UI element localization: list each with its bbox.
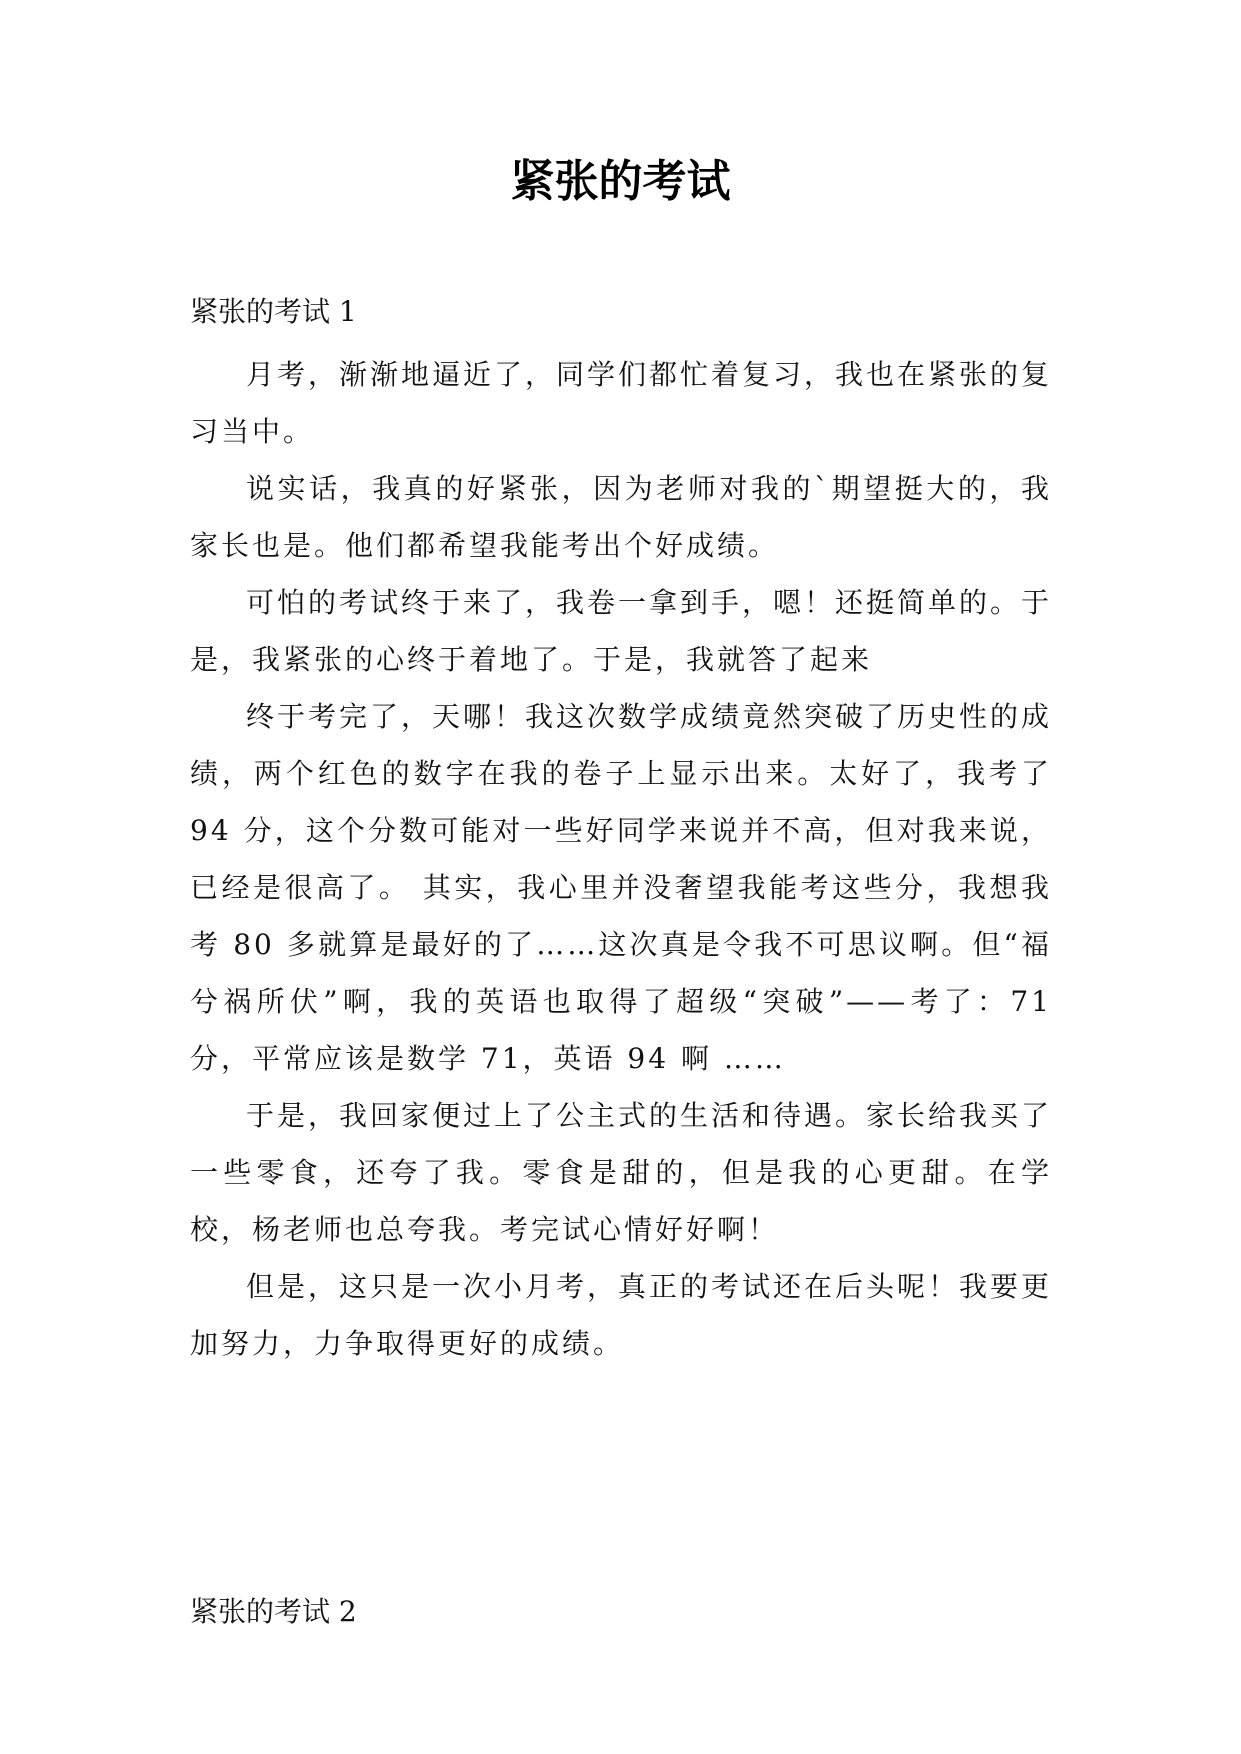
paragraph: 可怕的考试终于来了，我卷一拿到手，嗯！还挺简单的。于是，我紧张的心终于着地了。于是，我就答了起来 bbox=[190, 586, 1053, 676]
document-title: 紧张的考试 bbox=[510, 156, 731, 207]
section-2 bbox=[190, 1592, 1052, 1632]
section-1-heading: 紧张的考试 1 bbox=[190, 295, 357, 328]
paragraph: 于是，我回家便过上了公主式的生活和待遇。家长给我买了一些零食，还夸了我。零食是甜的，但是我的心更甜。在学校，杨老师也总夸我。考完试心情好好啊！ bbox=[190, 1099, 1053, 1246]
section-1-paragraphs bbox=[190, 346, 1052, 1372]
section-1 bbox=[190, 292, 1052, 1372]
paragraph: 月考，渐渐地逼近了，同学们都忙着复习，我也在紧张的复习当中。 bbox=[190, 358, 1053, 448]
paragraph: 说实话，我真的好紧张，因为老师对我的`期望挺大的，我家长也是。他们都希望我能考出个好成绩。 bbox=[190, 472, 1052, 562]
paragraph: 但是，这只是一次小月考，真正的考试还在后头呢！我要更加努力，力争取得更好的成绩。 bbox=[190, 1270, 1053, 1360]
section-2-heading: 紧张的考试 2 bbox=[190, 1595, 357, 1628]
paragraph: 终于考完了，天哪！我这次数学成绩竟然突破了历史性的成绩，两个红色的数字在我的卷子上显示出来。太好了，我考了 94 分，这个分数可能对一些好同学来说并不高，但对我来说，已经是很高了。 其实，我心里并没奢望我能考这些分，我想我考 80 多就算是最好的了……这次真是令我不可思议啊。但“福兮祸所伏”啊，我的英语也取得了超级“突破”——考了：71 分，平常应该是数学 71，英语 94 啊 …… bbox=[190, 700, 1053, 1075]
